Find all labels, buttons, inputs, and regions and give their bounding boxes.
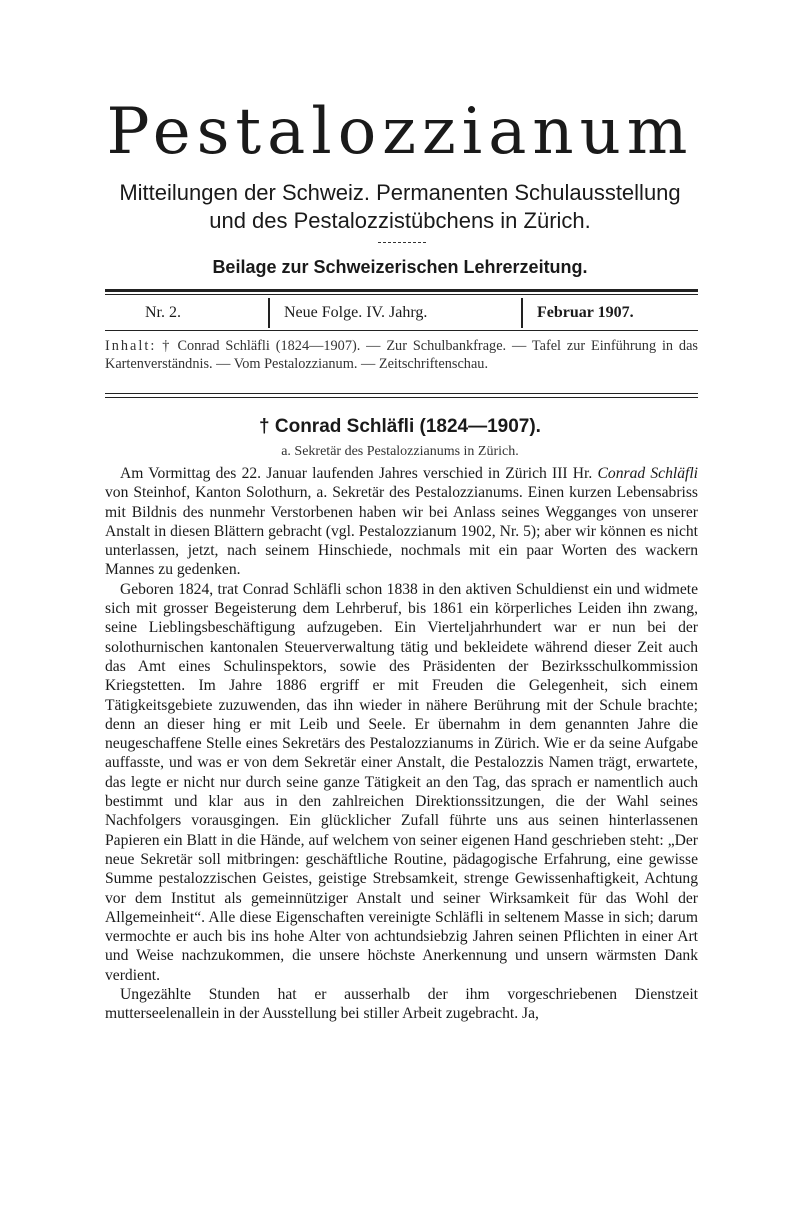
header-rule-top: [105, 289, 698, 292]
issue-date: Februar 1907.: [521, 298, 698, 328]
article-subtitle: a. Sekretär des Pestalozzianums in Zürich.: [281, 444, 519, 459]
masthead-title: Pestalozzianum: [106, 95, 694, 169]
masthead-subtitle-line1: Mitteilungen der Schweiz. Permanenten Schulausstellung: [119, 180, 681, 205]
ornamental-divider: [378, 242, 426, 243]
supplement-line: Beilage zur Schweizerischen Lehrerzeitung.: [212, 257, 588, 277]
issue-number: Nr. 2.: [145, 304, 181, 321]
article-body: [105, 464, 698, 1024]
contents-rule-1: [105, 393, 698, 394]
person-name: Conrad Schläfli: [597, 465, 698, 482]
issue-series: Neue Folge. IV. Jahrg.: [268, 298, 521, 328]
article-paragraph-2: Geboren 1824, trat Conrad Schläfli schon 1838 in den aktiven Schuldienst ein und widmete sich mit grosser Begeisterung dem Lehrberuf, bis 1861 ein körperliches Leiden ihn zwang, seine Lieblingsbeschäftigung aufzugeben. Ein Vierteljahrhundert war er nun bei der solothurnischen kantonalen Steuerverwaltung tätig und bekleidete während dieser Zeit auch das Amt eines Schulinspektors, sowie des Präsidenten der Bezirksschulkommission Kriegstetten. Im Jahre 1886 ergriff er mit Freuden die Gelegenheit, sich einem Tätigkeitsgebiete zuzuwenden, das ihn wieder in nähere Berührung mit der Schule brachte; denn an dieser hing er mit Leib und Seele. Er übernahm in dem genannten Jahre die neugeschaffene Stelle eines Sekretärs des Pestalozzianums in Zürich. Wie er da seine Aufgabe auffasste, und was er von dem Sekretär einer Anstalt, die Pestalozzis Namen trägt, erwartete, das legte er nicht nur durch seine ganze Tätigkeit an den Tag, das sprach er namentlich auch bestimmt und klar aus in den zahlreichen Direktionssitzungen, die der Wahl seines Nachfolgers vorausgingen. Ein glücklicher Zufall führte uns aus seinen hinterlassenen Papieren ein Blatt in die Hände, auf welchem von seiner eigenen Hand geschrieben steht: „Der neue Sekretär soll mitbringen: geschäftliche Routine, pädagogische Erfahrung, eine gewisse Summe pestalozzischen Geistes, geistige Strebsamkeit, strenge Gewissenhaftigkeit, Achtung vor dem Institut als gemeinnütziger Anstalt und seiner Wirksamkeit für das Wohl der Allgemeinheit“. Alle diese Eigenschaften vereinigte Schläfli in seltenem Masse in sich; darum vermochte er auch bis ins hohe Alter von achtundsiebzig Jahren seinen Pflichten in einer Art und Weise nachzukommen, die unsere höchste Anerkennung und unsern wärmsten Dank verdient.: [105, 580, 698, 984]
article-paragraph-3: Ungezählte Stunden hat er ausserhalb der ihm vorgeschriebenen Dienstzeit mutterseelenallein in der Ausstellung bei stiller Arbeit zugebracht. Ja,: [105, 986, 698, 1023]
table-of-contents: [105, 337, 698, 373]
header-rule-top-thin: [105, 294, 698, 295]
masthead-subtitle-line2: und des Pestalozzistübchens in Zürich.: [209, 208, 591, 233]
contents-rule-2: [105, 397, 698, 398]
contents-label: Inhalt:: [105, 338, 157, 354]
contents-text: † Conrad Schläfli (1824—1907). — Zur Schulbankfrage. — Tafel zur Einführung in das Kartenverständnis. — Vom Pestalozzianum. — Zeitschriftenschau.: [105, 338, 698, 372]
issue-info-row: [105, 298, 698, 328]
article-title: † Conrad Schläfli (1824—1907).: [259, 416, 541, 437]
issue-rule-bottom: [105, 330, 698, 331]
article-paragraph-1: Am Vormittag des 22. Januar laufenden Jahres verschied in Zürich III Hr. Conrad Schläfli von Steinhof, Kanton Solothurn, a. Sekretär des Pestalozzianums. Einen kurzen Lebensabriss mit Bildnis des nunmehr Verstorbenen haben wir bei Anlass seines Wegganges von unserer Anstalt in diesen Blättern gebracht (vgl. Pestalozzianum 1902, Nr. 5); aber wir können es nicht unterlassen, jetzt, nach seinem Hinschiede, nochmals mit ein paar Worten des wackern Mannes zu gedenken.: [105, 465, 698, 579]
